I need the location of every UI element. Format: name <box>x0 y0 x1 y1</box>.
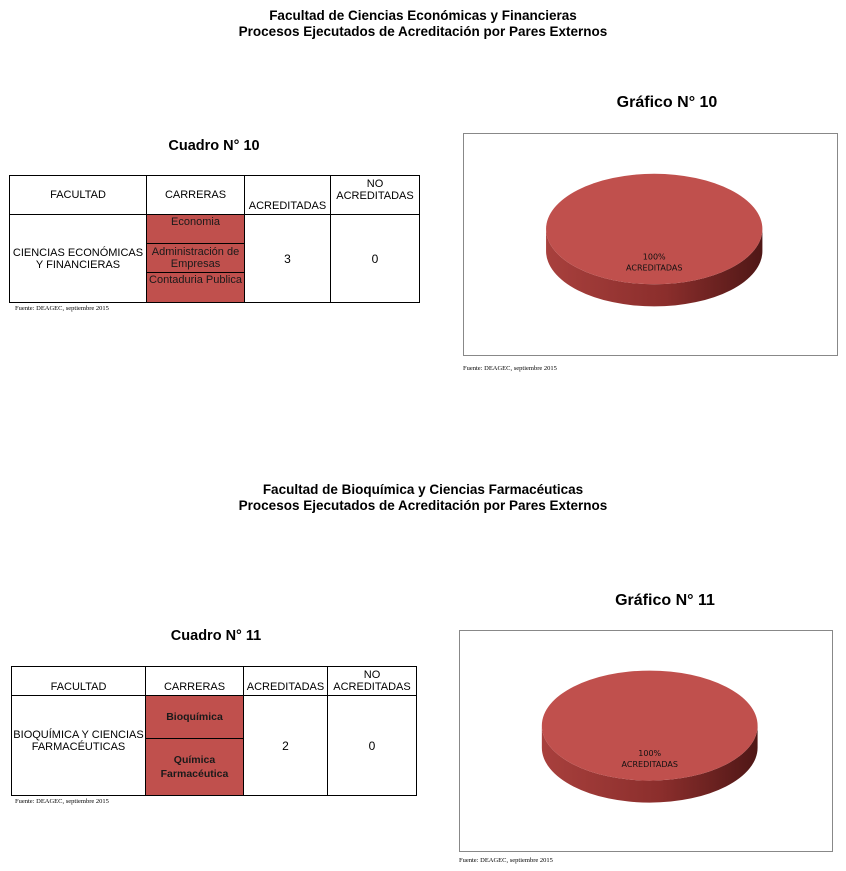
section-1-heading <box>0 8 846 40</box>
heading-line-2: Procesos Ejecutados de Acreditación por Pares Externos <box>238 498 608 513</box>
carreras-cell <box>147 215 245 303</box>
chart-source: Fuente: DEAGEC, septiembre 2015 <box>463 365 557 372</box>
header-no-line1: NO <box>363 669 381 681</box>
header-acreditadas: ACREDITADAS <box>245 176 331 215</box>
header-no-line2: ACREDITADAS <box>333 681 411 693</box>
chart-title: Gráfico N° 10 <box>616 94 718 111</box>
table-source: Fuente: DEAGEC, septiembre 2015 <box>15 798 109 805</box>
facultad-cell: CIENCIAS ECONÓMICAS Y FINANCIERAS <box>10 215 147 303</box>
pie-chart-11 <box>460 631 832 851</box>
header-no-line1: NO <box>366 178 384 190</box>
carrera-item: Bioquímica <box>146 696 243 739</box>
header-carreras: CARRERAS <box>146 667 244 696</box>
heading-line-1: Facultad de Ciencias Económicas y Financieras <box>269 8 577 23</box>
pie-data-label-percent: 100% <box>638 748 662 758</box>
chart-frame-10 <box>463 133 838 356</box>
chart-title: Gráfico N° 11 <box>615 592 715 609</box>
table-title: Cuadro N° 11 <box>170 628 262 644</box>
chart-source: Fuente: DEAGEC, septiembre 2015 <box>459 857 553 864</box>
table-title: Cuadro N° 10 <box>168 138 260 154</box>
pie-data-label-category: ACREDITADAS <box>621 759 678 769</box>
chart-frame-11 <box>459 630 833 852</box>
header-facultad: FACULTAD <box>10 176 147 215</box>
header-no-acreditadas <box>328 667 417 696</box>
heading-line-1: Facultad de Bioquímica y Ciencias Farmacéuticas <box>262 482 584 497</box>
header-no-acreditadas <box>331 176 420 215</box>
acreditadas-value: 2 <box>244 696 328 796</box>
table-source: Fuente: DEAGEC, septiembre 2015 <box>15 305 109 312</box>
carrera-item: Economia <box>147 215 244 244</box>
carrera-item: Química Farmacéutica <box>146 739 243 795</box>
carrera-item: Contaduria Publica <box>147 273 244 302</box>
heading-line-2: Procesos Ejecutados de Acreditación por Pares Externos <box>238 24 608 39</box>
header-no-line2: ACREDITADAS <box>336 190 414 202</box>
section-2-heading <box>0 482 846 514</box>
facultad-cell: BIOQUÍMICA Y CIENCIAS FARMACÉUTICAS <box>12 696 146 796</box>
carreras-cell <box>146 696 244 796</box>
carrera-item: Administración de Empresas <box>147 244 244 273</box>
accreditation-table-11 <box>11 666 417 796</box>
pie-data-label-percent: 100% <box>642 252 666 262</box>
accreditation-table-10 <box>9 175 420 303</box>
pie-data-label-category: ACREDITADAS <box>626 263 683 273</box>
header-acreditadas: ACREDITADAS <box>244 667 328 696</box>
no-acreditadas-value: 0 <box>331 215 420 303</box>
header-carreras: CARRERAS <box>147 176 245 215</box>
header-facultad: FACULTAD <box>12 667 146 696</box>
pie-chart-10 <box>464 134 837 355</box>
no-acreditadas-value: 0 <box>328 696 417 796</box>
acreditadas-value: 3 <box>245 215 331 303</box>
